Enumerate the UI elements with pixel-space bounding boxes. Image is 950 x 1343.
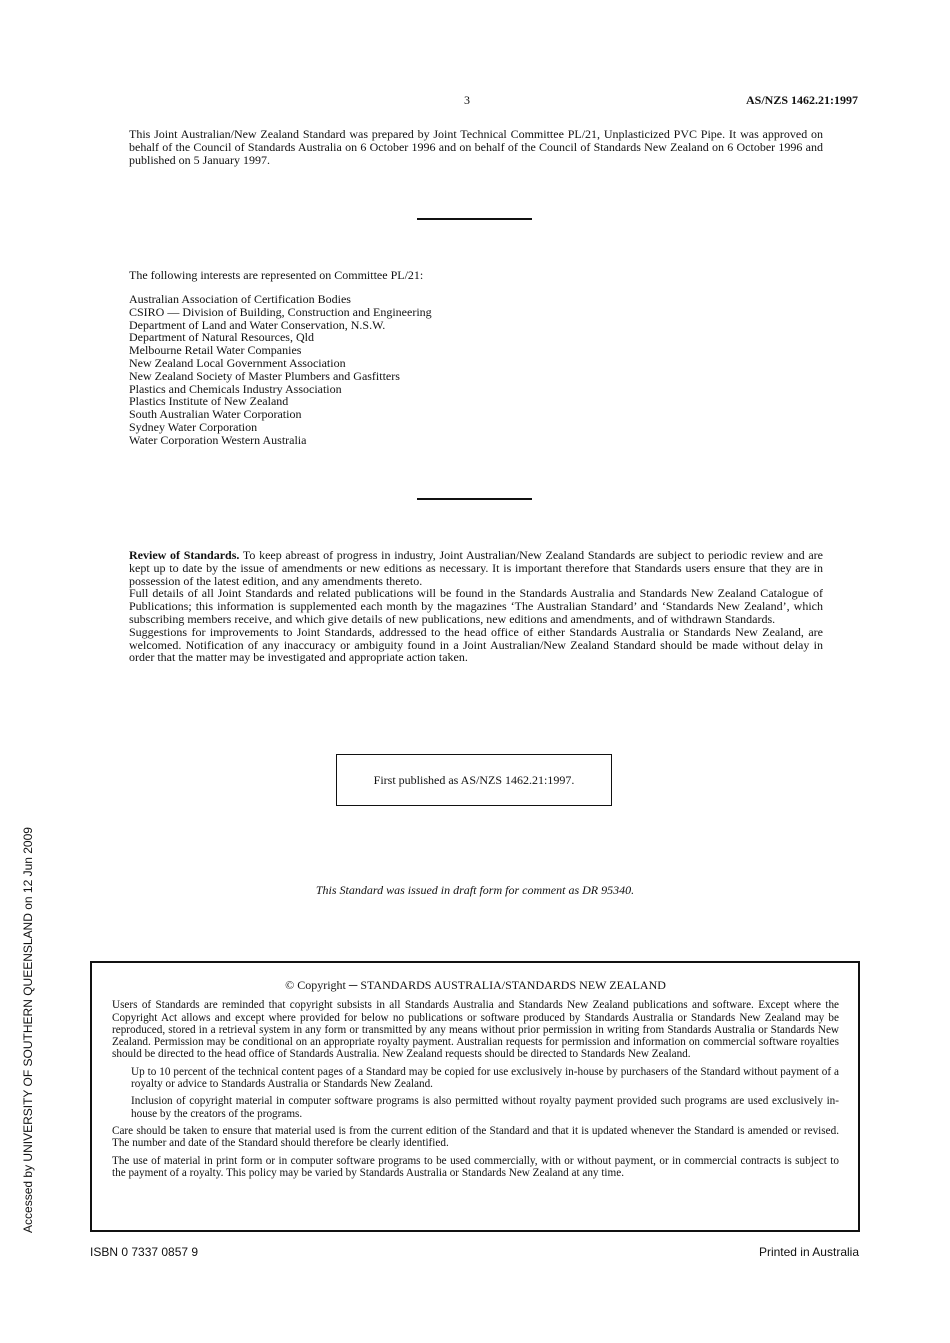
review-paragraph-3: Suggestions for improvements to Joint Standards, addressed to the head office of either Standards Australia or Standards New Zealand, are welcomed. Notification of any inaccuracy or ambiguity found in a Joint Australian/New Zealand Standard should be made without delay in order that the matter may be investigated and appropriate action taken. (129, 624, 823, 665)
copyright-paragraph: Inclusion of copyright material in computer software programs is also permitted without royalty payment provided such programs are used exclusively in-house by the creators of the programs. (131, 1095, 839, 1120)
section-divider (417, 498, 532, 500)
copyright-paragraph: The use of material in print form or in computer software programs to be used commercially, with or without payment, or in commercial contracts is subject to the payment of a royalty. This policy may be varied by Standards Australia or Standards New Zealand at any time. (112, 1154, 839, 1179)
first-published-text: First published as AS/NZS 1462.21:1997. (373, 772, 575, 787)
list-item: New Zealand Society of Master Plumbers and Gasfitters (129, 368, 400, 383)
list-item: CSIRO — Division of Building, Construction and Engineering (129, 304, 432, 319)
isbn: ISBN 0 7337 0857 9 (90, 1245, 199, 1259)
copyright-notice-box (90, 961, 860, 1232)
list-item: Plastics and Chemicals Industry Association (129, 381, 342, 396)
list-item: Sydney Water Corporation (129, 419, 258, 434)
standard-id: AS/NZS 1462.21:1997 (745, 93, 858, 107)
list-item: Melbourne Retail Water Companies (129, 343, 302, 358)
list-item: Plastics Institute of New Zealand (129, 394, 289, 409)
page-number: 3 (464, 93, 470, 107)
review-text: To keep abreast of progress in industry, Joint Australian/New Zealand Standards are subject to periodic review and are kept up to date by the issue of amendments or new editions as necessary. It is important therefore that Standards users ensure that they are in possession of the latest edition, and any amendments thereto. (129, 548, 823, 588)
list-item: New Zealand Local Government Association (129, 355, 346, 370)
list-item: Water Corporation Western Australia (129, 432, 307, 447)
printed-in: Printed in Australia (758, 1245, 859, 1259)
list-item: Australian Association of Certification Bodies (129, 292, 351, 306)
review-paragraph-2: Full details of all Joint Standards and related publications will be found in the Standards Australia and Standards New Zealand Catalogue of Publications; this information is supplemented each month by the magazines ‘The Australian Standard’ and ‘Standards New Zealand’, which subscribing members receive, and which give details of new publications, new editions and amendments, and of withdrawn Standards. (129, 586, 823, 626)
review-paragraph-1 (129, 549, 823, 587)
copyright-paragraph: Up to 10 percent of the technical content pages of a Standard may be copied for use exclusively in-house by purchasers of the Standard without payment of a royalty or advice to Standards Australia or Standards New Zealand. (131, 1065, 839, 1091)
first-published-box (336, 754, 612, 806)
access-watermark-text: Accessed by UNIVERSITY OF SOUTHERN QUEENSLAND on 12 Jun 2009 (21, 827, 35, 1233)
review-of-standards (129, 549, 823, 664)
copyright-paragraph: Care should be taken to ensure that material used is from the current edition of the Standard and that it is updated whenever the Standard is amended or revised. The number and date of the Standard should therefore be clearly identified. (112, 1124, 839, 1150)
list-item: South Australian Water Corporation (129, 407, 302, 422)
copyright-paragraph: Users of Standards are reminded that copyright subsists in all Standards Australia and Standards New Zealand publications and software. Except where the Copyright Act allows and except where provided for below no publications or software produced by Standards Australia or Standards New Zealand may be reproduced, stored in a retrieval system in any form or transmitted by any means without prior permission in writing from Standards Australia or Standards New Zealand. Permission may be conditional on an appropriate royalty payment. Australian requests for permission and information on commercial software royalties should be directed to the head office of Standards Australia. New Zealand requests should be directed to Standards New Zealand. (112, 999, 839, 1061)
copyright-title: © Copyright ─ STANDARDS AUSTRALIA/STANDARDS NEW ZEALAND (285, 978, 666, 992)
list-item: Department of Land and Water Conservation, N.S.W. (129, 317, 386, 332)
committee-interest-list (129, 293, 432, 447)
section-divider (417, 218, 532, 220)
committee-lead: The following interests are represented on Committee PL/21: (129, 268, 424, 282)
draft-note: This Standard was issued in draft form for comment as DR 95340. (315, 883, 635, 897)
intro-paragraph: This Joint Australian/New Zealand Standard was prepared by Joint Technical Committee PL/21, Unplasticized PVC Pipe. It was approved on behalf of the Council of Standards Australia on 6 October 1996 and on behalf of the Council of Standards New Zealand on 6 October 1996 and published on 5 January 1997. (129, 127, 823, 167)
list-item: Department of Natural Resources, Qld (129, 330, 314, 345)
review-heading: Review of Standards. (129, 548, 240, 562)
